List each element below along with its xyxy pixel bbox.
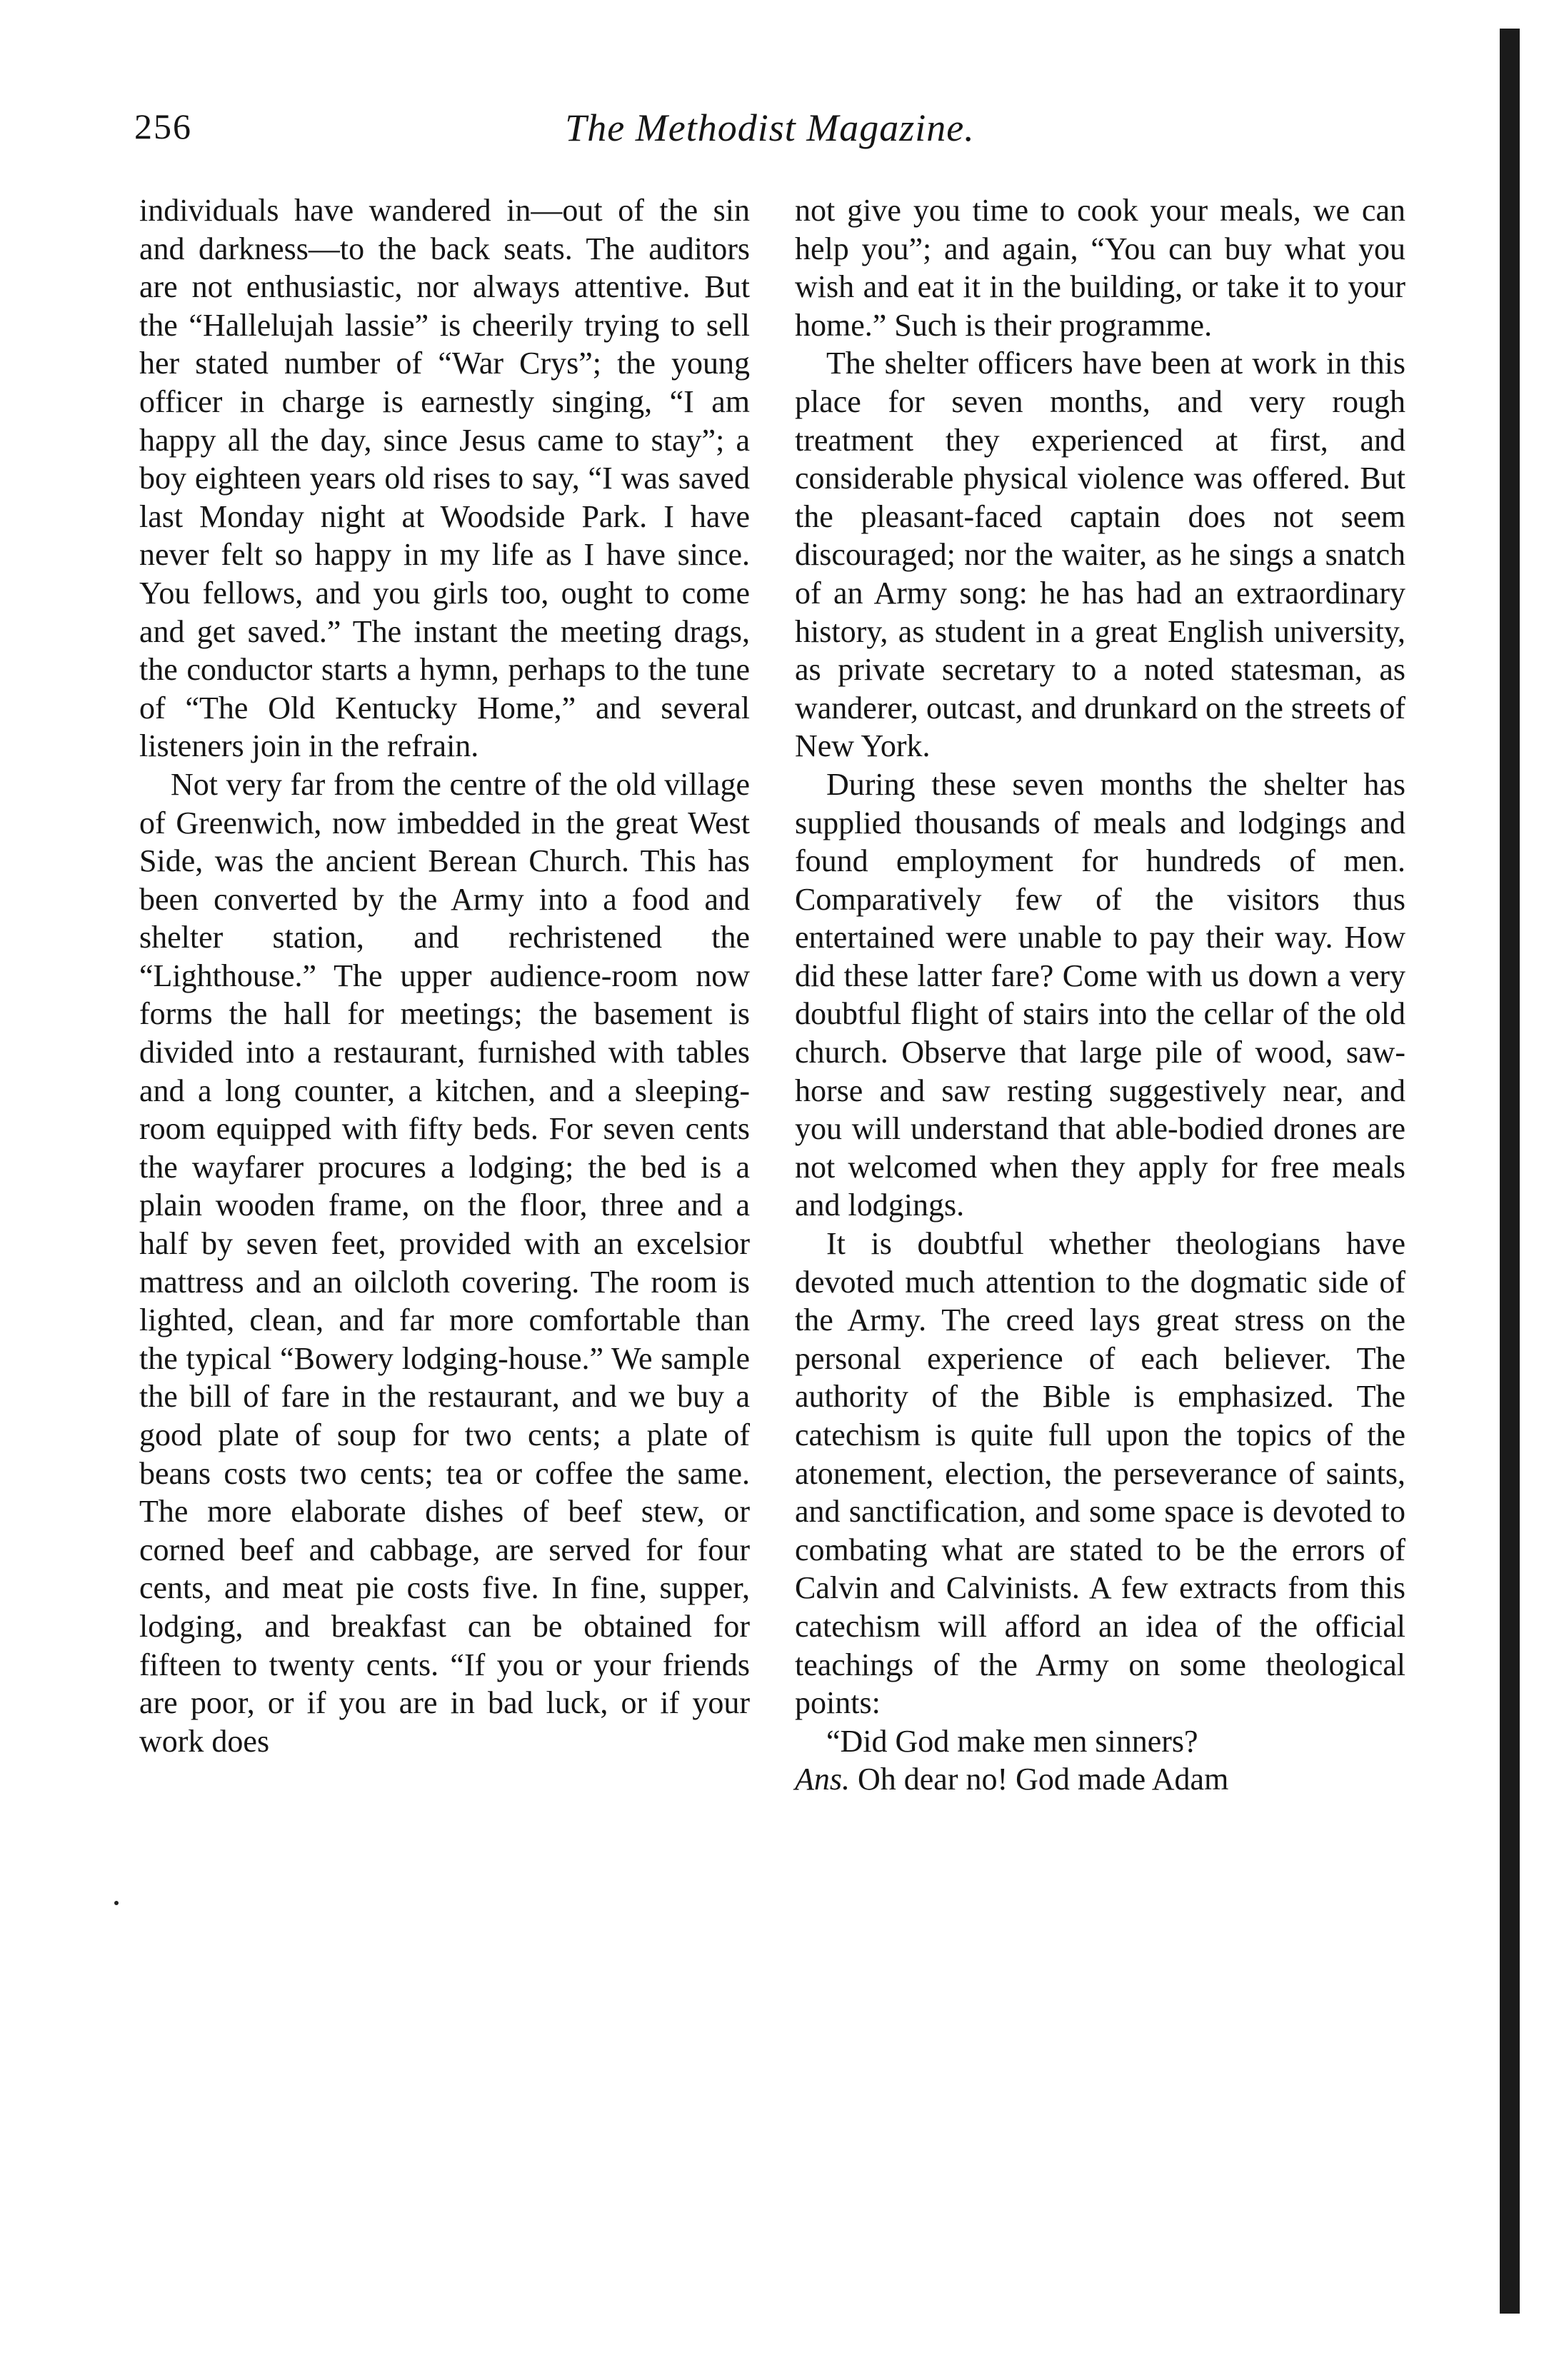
paragraph: The shelter officers have been at work in this place for seven months, and very rough treatment they experienced at first, and considerable physical violence was offered. But the pleasant-faced captain does not seem discouraged; nor the waiter, as he sings a snatch of an Army song: he has had an extraordinary history, as student in a great English university, as private secretary to a noted statesman, as wanderer, outcast, and drunkard on the streets of New York. [795, 346, 1405, 764]
page-number: 256 [134, 106, 192, 146]
paragraph: It is doubtful whether theologians have devoted much attention to the dogmatic side of the Army. The creed lays great stress on the personal experience of each believer. The authority of the Bible is emphasized. The catechism is quite full upon the topics of the atonement, election, the perseverance of saints, and sanctification, and some space is devoted to combating what are stated to be the errors of Calvin and Calvinists. A few extracts from this catechism will afford an idea of the official teachings of the Army on some theological points: [795, 1226, 1405, 1721]
catechism-answer [795, 1760, 1405, 1799]
page-header [134, 106, 1405, 163]
paragraph: Not very far from the centre of the old village of Greenwich, now imbedded in the great West Side, was the ancient Berean Church. This has been converted by the Army into a food and shelter station, and rechristened the “Lighthouse.” The upper audience-room now forms the hall for meetings; the basement is divided into a restaurant, furnished with tables and a long counter, a kitchen, and a sleeping-room equipped with fifty beds. For seven cents the wayfarer procures a lodging; the bed is a plain wooden frame, on the floor, three and a half by seven feet, provided with an excelsior mattress and an oilcloth covering. The room is lighted, clean, and far more comfortable than the typical “Bowery lodging-house.” We sample the bill of fare in the restaurant, and we buy a good plate of soup for two cents; a plate of beans costs two cents; tea or coffee the same. The more elaborate dishes of beef stew, or corned beef and cabbage, are served for four cents, and meat pie costs five. In fine, supper, lodging, and breakfast can be obtained for fifteen to twenty cents. “If you or your friends are poor, or if you are in bad luck, or if your work does [139, 766, 750, 1759]
answer-label: Ans. [795, 1762, 850, 1797]
scan-edge-bar [1500, 29, 1520, 2314]
left-column [139, 191, 750, 1760]
paragraph: individuals have wandered in—out of the sin and darkness—to the back seats. The auditors are not enthusiastic, nor always attentive. But the “Hallelujah lassie” is cheerily trying to sell her stated number of “War Crys”; the young officer in charge is earnestly singing, “I am happy all the day, since Jesus came to stay”; a boy eighteen years old rises to say, “I was saved last Monday night at Woodside Park. I have never felt so happy in my life as I have since. You fellows, and you girls too, ought to come and get saved.” The instant the meeting drags, the conductor starts a hymn, perhaps to the tune of “The Old Kentucky Home,” and several listeners join in the refrain. [139, 193, 750, 764]
running-title: The Methodist Magazine. [565, 106, 975, 149]
paragraph: not give you time to cook your meals, we can help you”; and again, “You can buy what you wish and eat it in the building, or take it to your home.” Such is their programme. [795, 193, 1405, 343]
ink-speck [114, 1901, 119, 1905]
answer-text: Oh dear no! God made Adam [850, 1762, 1229, 1797]
catechism-question: “Did God make men sinners? [826, 1723, 1198, 1759]
paragraph: During these seven months the shelter has supplied thousands of meals and lodgings and found employment for hundreds of men. Comparatively few of the visitors thus entertained were unable to pay their way. How did these latter fare? Come with us down a very doubtful flight of stairs into the cellar of the old church. Observe that large pile of wood, saw-horse and saw resting suggestively near, and you will understand that able-bodied drones are not welcomed when they apply for free meals and lodgings. [795, 766, 1405, 1223]
right-column [795, 191, 1405, 1799]
